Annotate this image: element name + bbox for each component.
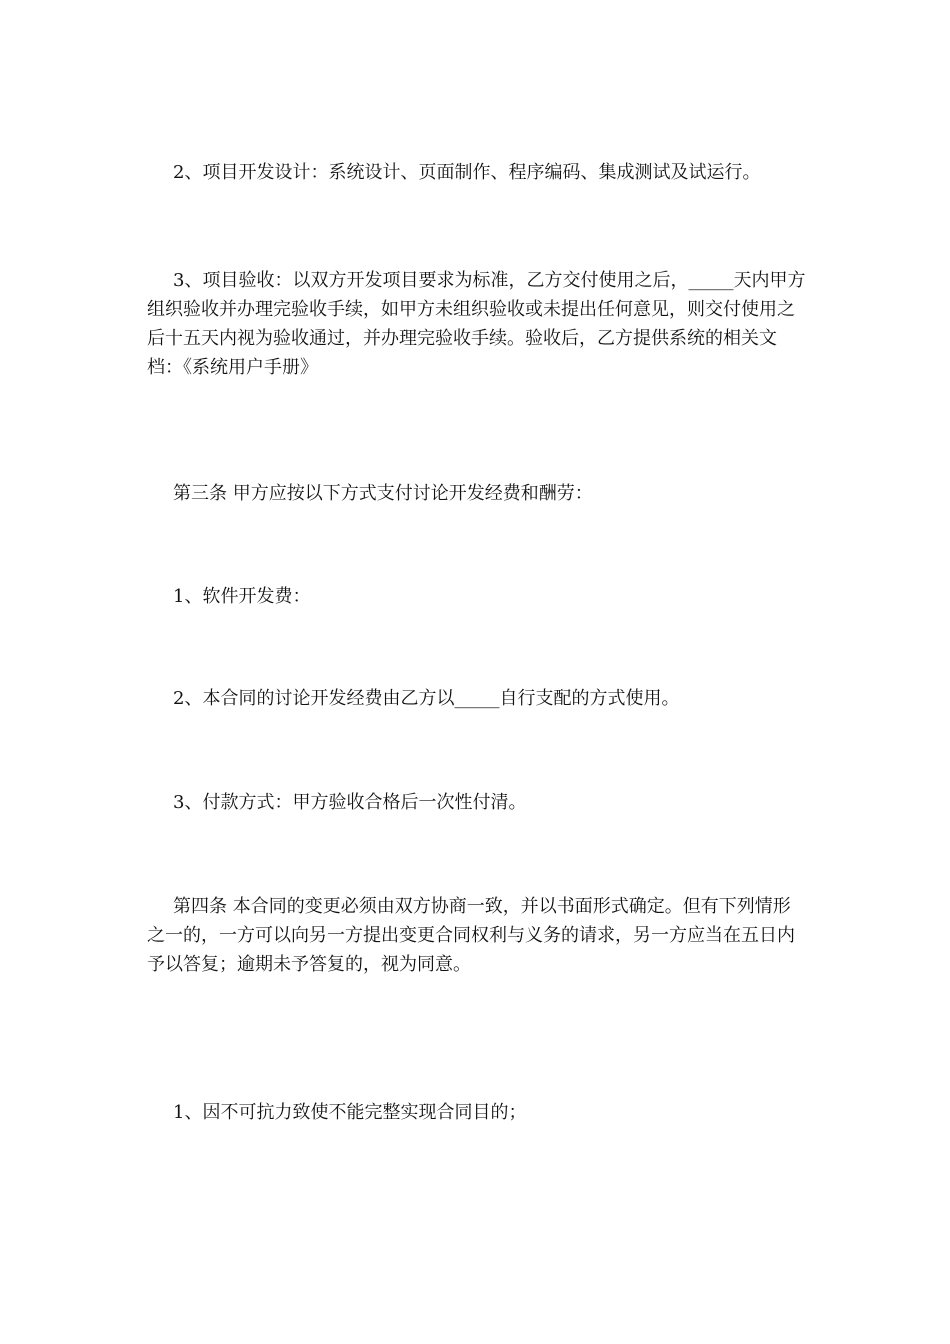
paragraph-force-majeure: 1、因不可抗力致使不能完整实现合同目的； (173, 1102, 527, 1123)
paragraph-development-design: 2、项目开发设计：系统设计、页面制作、程序编码、集成测试及试运行。 (173, 162, 761, 183)
paragraph-article-three: 第三条 甲方应按以下方式支付讨论开发经费和酬劳： (173, 483, 593, 504)
paragraph-fund-usage: 2、本合同的讨论开发经费由乙方以_____自行支配的方式使用。 (173, 688, 680, 709)
paragraph-software-fee: 1、软件开发费： (173, 586, 311, 607)
paragraph-project-acceptance: 3、项目验收：以双方开发项目要求为标准，乙方交付使用之后，_____天内甲方组织验收并办理完验收手续，如甲方未组织验收或未提出任何意见，则交付使用之后十五天内视为验收通过，并办理完验收手续。验收后，乙方提供系统的相关文档：《系统用户手册》 (147, 270, 806, 378)
paragraph-article-four: 第四条 本合同的变更必须由双方协商一致，并以书面形式确定。但有下列情形之一的，一方可以向另一方提出变更合同权利与义务的请求，另一方应当在五日内予以答复；逾期未予答复的，视为同意。 (147, 896, 795, 975)
paragraph-payment-method: 3、付款方式：甲方验收合格后一次性付清。 (173, 792, 527, 813)
